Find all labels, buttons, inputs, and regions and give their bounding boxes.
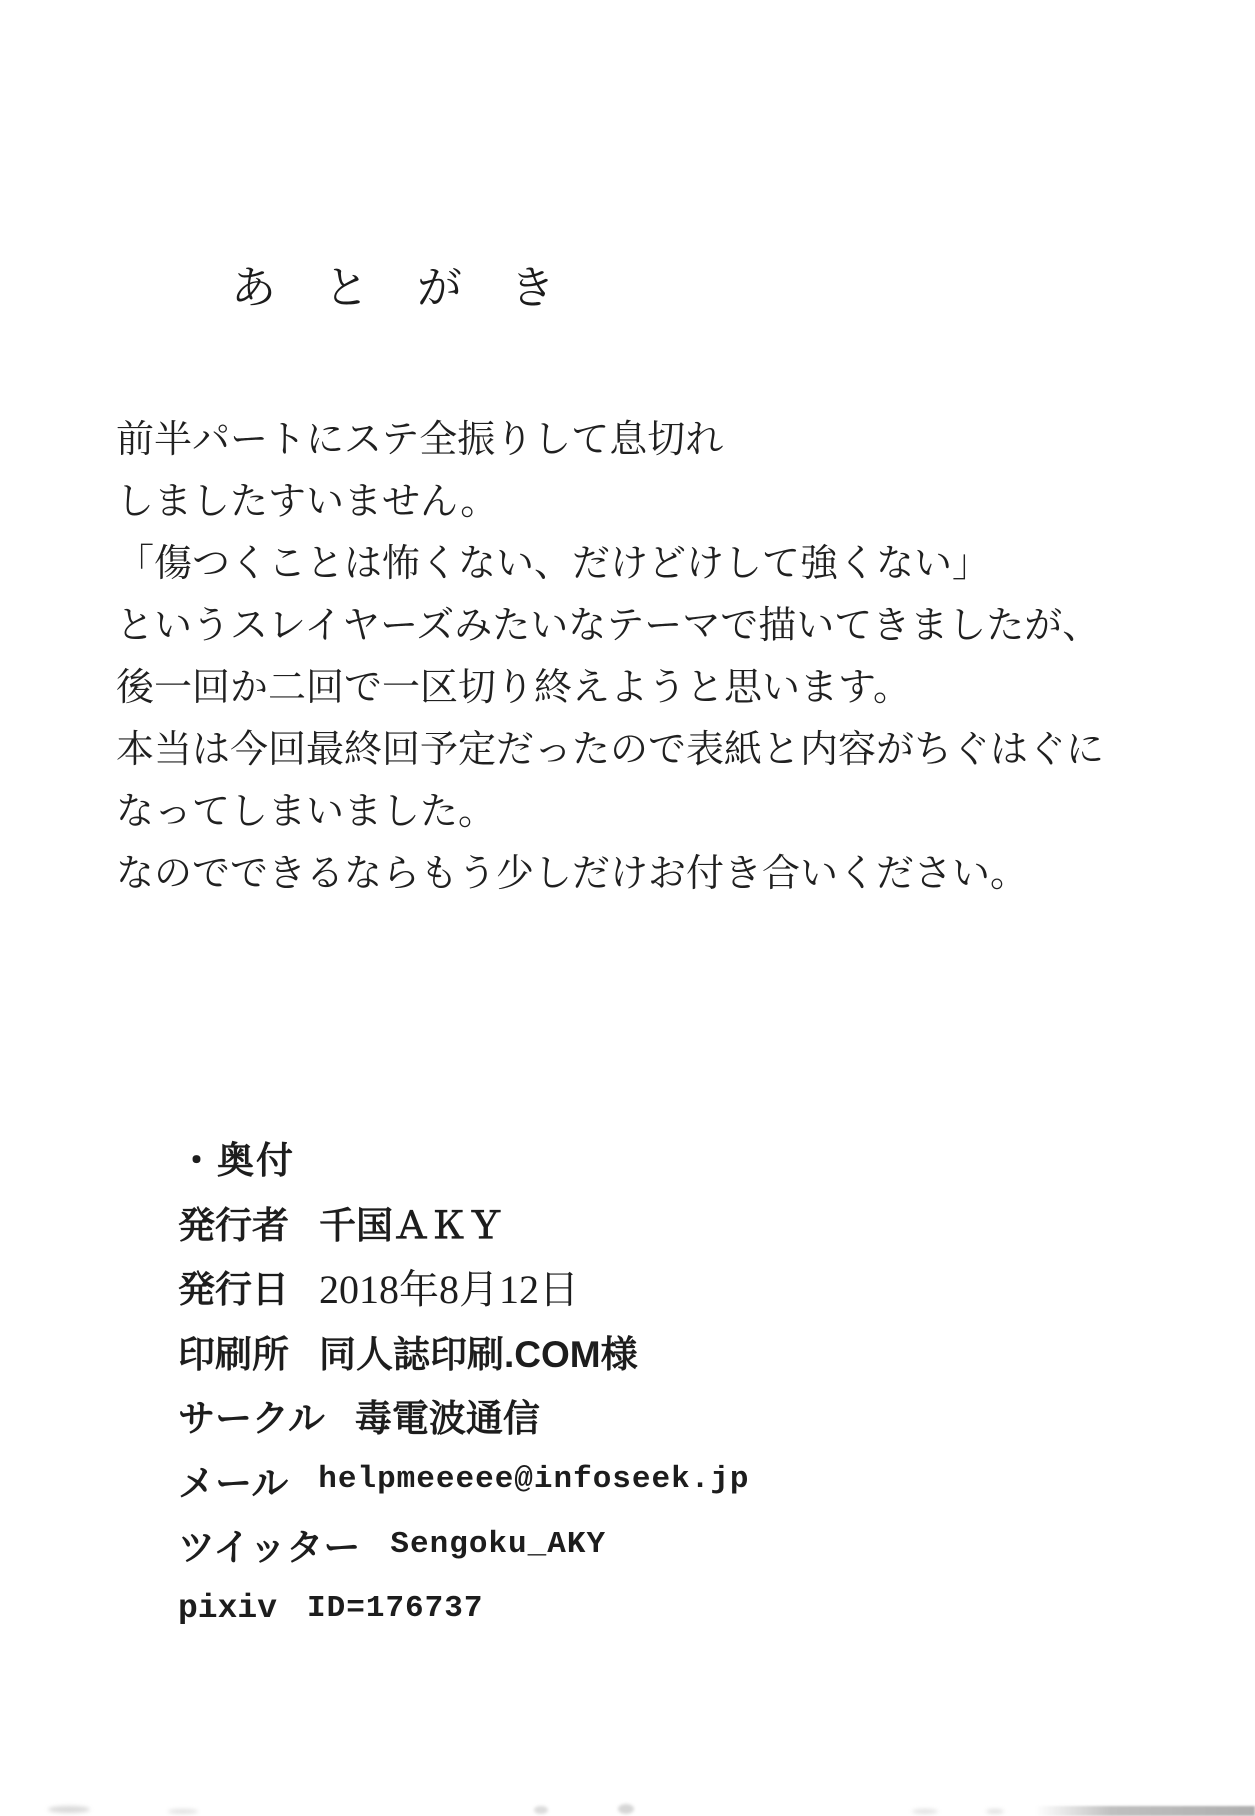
colophon-value: 毒電波通信: [354, 1398, 540, 1440]
scan-artifact: [618, 1804, 634, 1814]
colophon-value: 同人誌印刷.COM様: [319, 1333, 638, 1375]
afterword-line: なのでできるならもう少しだけお付き合いください。: [116, 853, 1029, 895]
scan-artifact: [534, 1806, 548, 1814]
scan-artifact: [48, 1806, 90, 1813]
colophon-label: ツイッター: [178, 1527, 361, 1569]
scan-artifact: [986, 1809, 1004, 1814]
afterword-line: というスレイヤーズみたいなテーマで描いてきましたが、: [116, 605, 1101, 647]
colophon-label: 発行日: [178, 1269, 289, 1311]
colophon: [178, 1125, 750, 1641]
colophon-heading: ・奥付: [178, 1140, 295, 1182]
colophon-row-pixiv: [178, 1577, 750, 1642]
colophon-row-printer: [178, 1319, 750, 1384]
colophon-label: pixiv: [178, 1590, 278, 1628]
scan-artifact: [912, 1809, 938, 1814]
colophon-row-email: [178, 1448, 750, 1513]
colophon-label: メール: [178, 1462, 289, 1504]
afterword-title: あとがき: [231, 263, 604, 313]
afterword-line: 「傷つくことは怖くない、だけどけして強くない」: [116, 543, 991, 585]
colophon-value: helpmeeeee@infoseek.jp: [318, 1462, 750, 1498]
afterword-line: しましたすいません。: [116, 481, 499, 523]
afterword-body: [116, 409, 1196, 905]
colophon-label: 印刷所: [178, 1333, 289, 1375]
colophon-value: Sengoku_AKY: [390, 1526, 607, 1562]
colophon-row-twitter: [178, 1512, 750, 1577]
scan-artifact: [1035, 1806, 1255, 1816]
colophon-value: 2018年8月12日: [319, 1266, 579, 1312]
colophon-row-publish-date: [178, 1254, 750, 1319]
colophon-label: サークル: [178, 1398, 325, 1440]
afterword-line: 後一回か二回で一区切り終えようと思います。: [116, 667, 911, 709]
afterword-line: 本当は今回最終回予定だったので表紙と内容がちぐはぐに: [116, 729, 1105, 771]
afterword-line: 前半パートにステ全振りして息切れ: [116, 419, 724, 461]
colophon-value: 千国ＡＫＹ: [319, 1204, 504, 1246]
colophon-label: 発行者: [178, 1204, 289, 1246]
colophon-value: ID=176737: [307, 1591, 484, 1627]
colophon-row-circle: [178, 1383, 750, 1448]
scan-artifact: [168, 1809, 198, 1814]
afterword-line: なってしまいました。: [116, 791, 497, 833]
colophon-row-publisher: [178, 1190, 750, 1255]
